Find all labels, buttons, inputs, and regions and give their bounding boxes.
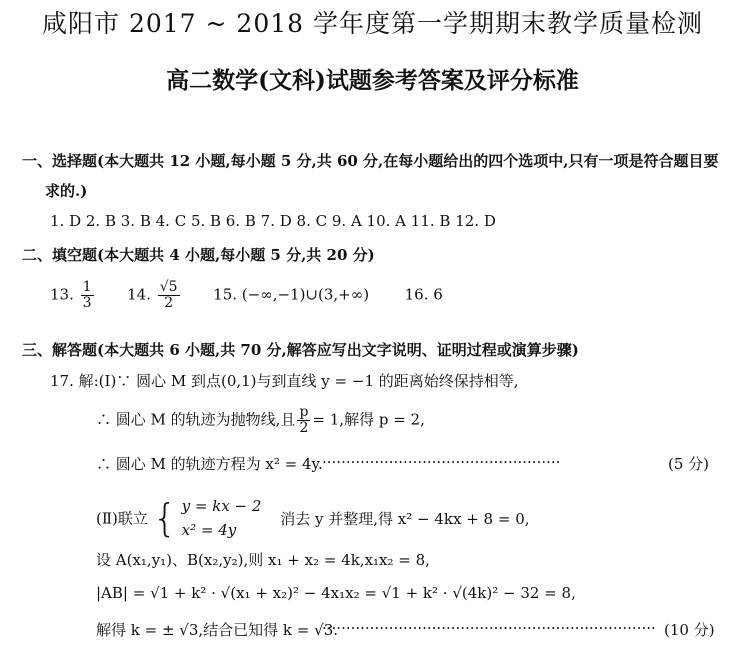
q17-line6: |AB| = √1 + k² · √(x₁ + x₂)² − 4x₁x₂ = √1 + k² · √(4k)² − 32 = 8,: [96, 584, 576, 602]
section2-heading: 二、填空题(本大题共 4 小题,每小题 5 分,共 20 分): [22, 246, 375, 264]
leader-dots-2: ······································································: [322, 619, 656, 637]
leader-dots-1: ··················································: [322, 453, 561, 471]
q17-line4: [96, 494, 530, 542]
q17-line5: 设 A(x₁,y₁)、B(x₂,y₂),则 x₁ + x₂ = 4k,x₁x₂ = 8,: [96, 551, 430, 569]
score-10: (10 分): [664, 621, 715, 639]
system-eq2: x² = 4y: [181, 521, 237, 539]
system-eq1: y = kx − 2: [181, 497, 262, 515]
q14-denominator: 2: [164, 295, 174, 311]
q17-line3: ∴ 圆心 M 的轨迹方程为 x² = 4y.: [96, 455, 323, 473]
equation-system: [182, 494, 262, 542]
q16-answer: 16. 6: [404, 285, 443, 304]
q17-line4-text-a: (Ⅱ)联立: [96, 509, 148, 528]
q17-line1: 17. 解:(Ⅰ)∵ 圆心 M 到点(0,1)与到直线 y = −1 的距离始终保持相等,: [50, 372, 519, 390]
p-denominator: 2: [299, 420, 309, 436]
q13-denominator: 3: [82, 295, 92, 311]
q13-label: 13.: [50, 285, 74, 304]
exam-title: 咸阳市 2017 ~ 2018 学年度第一学期期末教学质量检测: [42, 9, 703, 38]
q13-numerator: 1: [82, 279, 92, 295]
q17-line2-text-b: = 1,解得 p = 2,: [312, 410, 425, 429]
score-5: (5 分): [668, 455, 710, 473]
q14-label: 14.: [127, 285, 151, 304]
q17-line2-text-a: ∴ 圆心 M 的轨迹为抛物线,且: [96, 410, 296, 429]
q14-numerator: √5: [159, 279, 178, 295]
section1-heading-cont: 求的.): [45, 182, 88, 200]
p-over-2-fraction: [297, 405, 310, 436]
q15-answer: 15. (−∞,−1)∪(3,+∞): [213, 285, 370, 304]
answer-key-subtitle: 高二数学(文科)试题参考答案及评分标准: [166, 67, 579, 94]
section3-heading: 三、解答题(本大题共 6 小题,共 70 分,解答应写出文字说明、证明过程或演算步骤): [22, 341, 579, 359]
q17-line4-text-b: 消去 y 并整理,得 x² − 4kx + 8 = 0,: [280, 509, 530, 528]
q13-fraction: [81, 280, 94, 311]
q17-line7: 解得 k = ± √3,结合已知得 k = √3.: [96, 621, 339, 639]
left-brace: {: [152, 496, 177, 540]
q14-fraction: [158, 280, 180, 311]
fill-in-answers: [50, 280, 443, 311]
p-numerator: p: [299, 404, 309, 420]
q17-line2: [96, 405, 425, 436]
multiple-choice-answers: 1. D 2. B 3. B 4. C 5. B 6. B 7. D 8. C 9. A 10. A 11. B 12. D: [50, 212, 496, 230]
section1-heading: 一、选择题(本大题共 12 小题,每小题 5 分,共 60 分,在每小题给出的四个选项中,只有一项是符合题目要: [22, 152, 719, 170]
